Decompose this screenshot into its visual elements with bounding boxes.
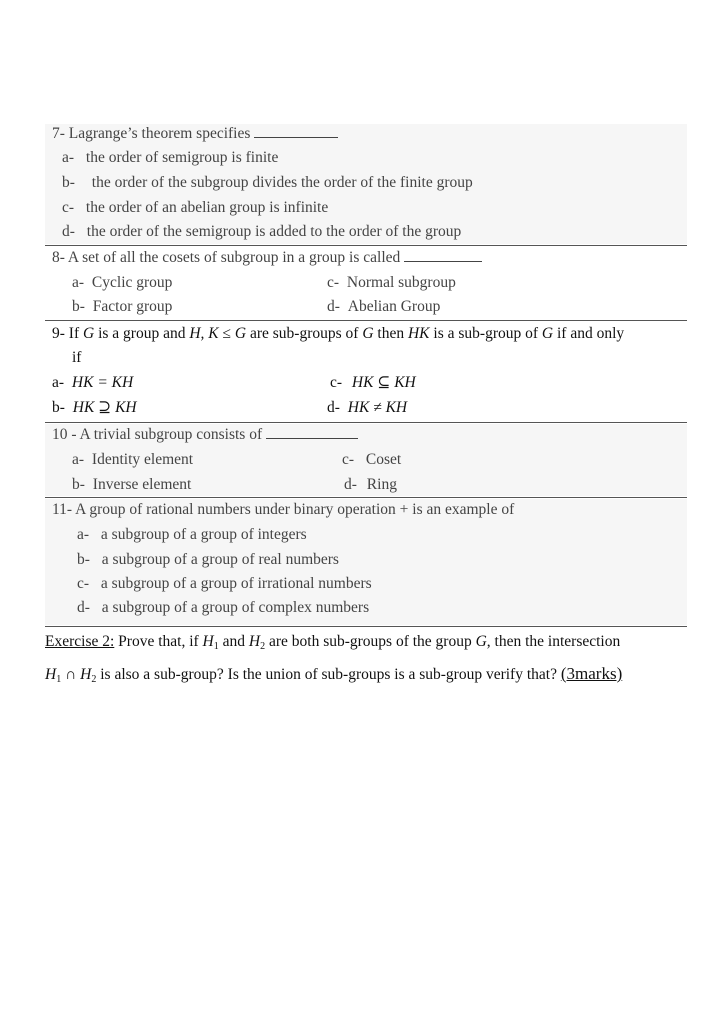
q10-option-b: b- Inverse element: [72, 476, 192, 493]
q9-option-b: b- HK ⊇ KH: [52, 399, 137, 416]
q8-option-a: a- Cyclic group: [72, 274, 173, 291]
divider: [45, 245, 687, 246]
q8-option-d: d- Abelian Group: [327, 298, 441, 315]
q10-stem: 10 - A trivial subgroup consists of: [52, 425, 358, 445]
q11-option-c: c- a subgroup of a group of irrational numbers: [77, 575, 372, 592]
q10-option-a: a- Identity element: [72, 451, 194, 468]
q9-stem-continued: if: [72, 349, 82, 366]
q10-answer-blank: [266, 425, 358, 439]
q8-stem: 8- A set of all the cosets of subgroup in a group is called: [52, 248, 482, 268]
exercise-line-1: Exercise 2: Prove that, if $H_1$ and $H_2$ are both sub-groups of the group G, then the intersection: [45, 633, 621, 652]
q11-stem: 11- A group of rational numbers under binary operation + is an example of: [52, 501, 515, 518]
q8-option-c: c- Normal subgroup: [327, 274, 456, 291]
q10-option-d: d- Ring: [344, 476, 397, 493]
q9-option-a: a- HK = KH: [52, 374, 134, 391]
q9-stem: 9- If G is a group and H, K ≤ G are sub-groups of G then HK is a sub-group of G if and only: [52, 325, 625, 342]
divider: [45, 626, 687, 627]
divider: [45, 320, 687, 321]
marks-label: (3marks): [560, 664, 623, 683]
q7-option-b: b- the order of the subgroup divides the order of the finite group: [62, 174, 473, 191]
exercise-line-2: $H_1$ ∩ $H_2$ is also a sub-group? Is the union of sub-groups is a sub-group verify that? (3marks): [45, 664, 623, 685]
q8-option-b: b- Factor group: [72, 298, 173, 315]
divider: [45, 422, 687, 423]
q11-option-a: a- a subgroup of a group of integers: [77, 526, 307, 543]
q9-option-c: c- HK ⊆ KH: [330, 374, 416, 391]
q8-answer-blank: [404, 248, 482, 262]
q9-option-d: d- HK ≠ KH: [327, 399, 408, 416]
exercise-label: Exercise 2:: [45, 633, 115, 650]
q10-option-c: c- Coset: [342, 451, 402, 468]
divider: [45, 497, 687, 498]
q7-answer-blank: [254, 124, 338, 138]
q7-option-a: a- the order of semigroup is finite: [62, 149, 279, 166]
q11-option-b: b- a subgroup of a group of real numbers: [77, 551, 339, 568]
q11-option-d: d- a subgroup of a group of complex numbers: [77, 599, 370, 616]
q7-option-d: d- the order of the semigroup is added to the order of the group: [62, 223, 462, 240]
q7-option-c: c- the order of an abelian group is infinite: [62, 199, 329, 216]
q7-stem: 7- Lagrange’s theorem specifies: [52, 124, 338, 144]
